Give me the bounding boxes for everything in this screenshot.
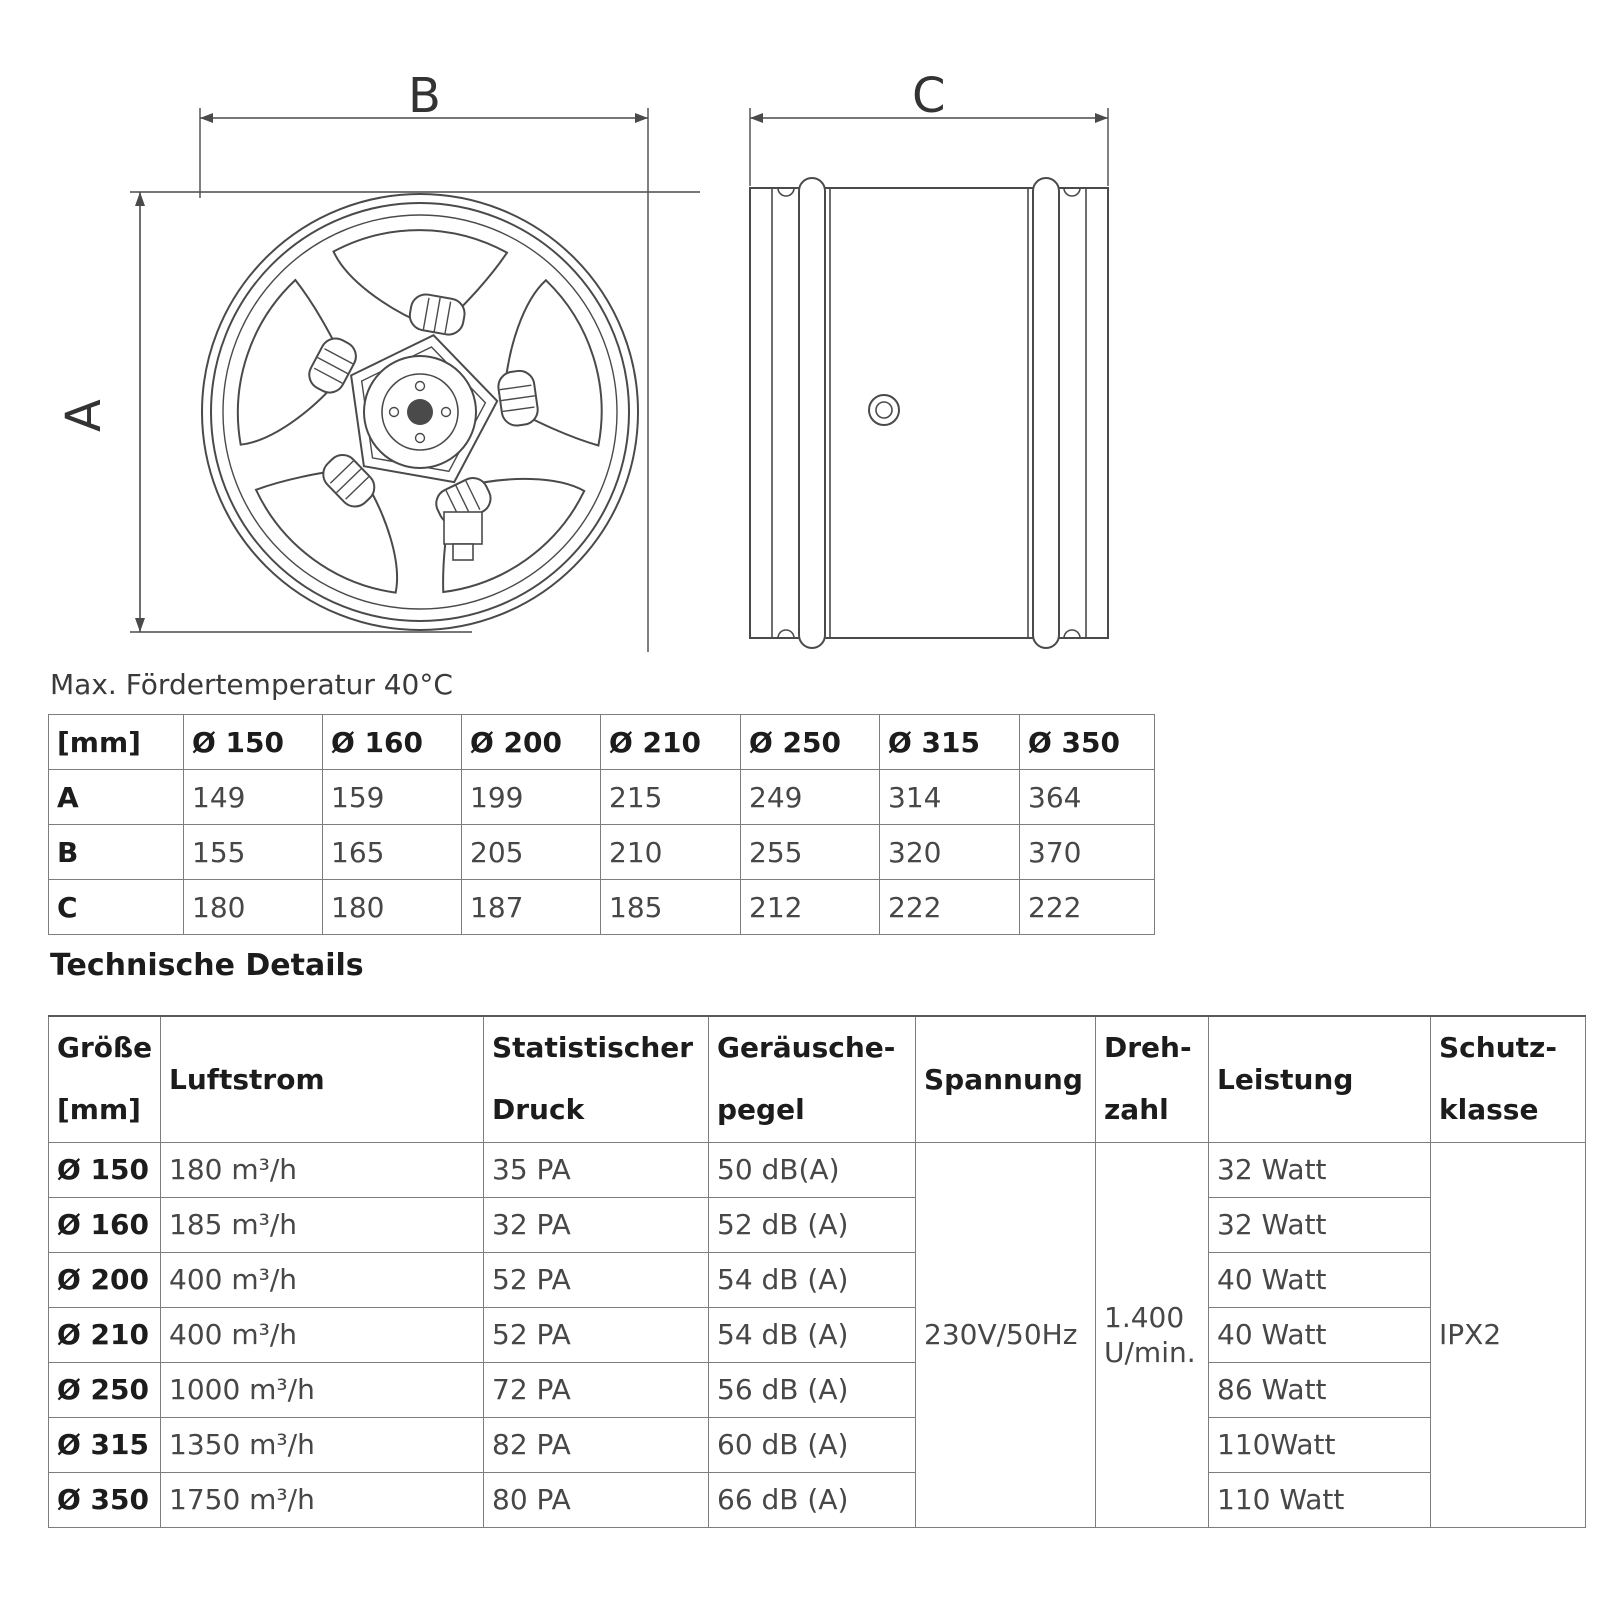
col-header-d160: Ø 160 (323, 715, 462, 770)
left-bead-ring (799, 178, 825, 648)
details-row-350 (49, 1472, 1586, 1527)
luftstrom-cell: 180 m³/h (161, 1142, 484, 1197)
leistung-cell: 32 Watt (1209, 1197, 1431, 1252)
size-cell: Ø 150 (49, 1142, 161, 1197)
col-header-groesse: Größe [mm] (49, 1016, 161, 1142)
max-temperature-note: Max. Fördertemperatur 40°C (50, 668, 453, 701)
size-cell: Ø 200 (49, 1252, 161, 1307)
col-header-d350: Ø 350 (1020, 715, 1155, 770)
luftstrom-cell: 185 m³/h (161, 1197, 484, 1252)
luftstrom-cell: 400 m³/h (161, 1307, 484, 1362)
fan-side-view (750, 178, 1108, 648)
technical-details-heading: Technische Details (50, 948, 364, 983)
cell: 159 (323, 770, 462, 825)
details-header-row (49, 1016, 1586, 1142)
leistung-cell: 40 Watt (1209, 1252, 1431, 1307)
druck-cell: 32 PA (484, 1197, 709, 1252)
col-header-drehzahl: Dreh- zahl (1096, 1016, 1209, 1142)
leistung-cell: 40 Watt (1209, 1307, 1431, 1362)
motor-hub-center (364, 356, 476, 468)
cell: 199 (462, 770, 601, 825)
details-row-160 (49, 1197, 1586, 1252)
schutzklasse-merged-cell: IPX2 (1431, 1142, 1586, 1527)
druck-cell: 52 PA (484, 1252, 709, 1307)
dim-label-c: C (912, 68, 946, 124)
size-cell: Ø 210 (49, 1307, 161, 1362)
cell: 212 (741, 880, 880, 935)
druck-cell: 52 PA (484, 1307, 709, 1362)
cell: 222 (1020, 880, 1155, 935)
details-row-200 (49, 1252, 1586, 1307)
col-header-pegel: Geräusche- pegel (709, 1016, 916, 1142)
cell: 222 (880, 880, 1020, 935)
table-row-b (49, 825, 1155, 880)
druck-cell: 35 PA (484, 1142, 709, 1197)
col-header-spannung: Spannung (916, 1016, 1096, 1142)
luftstrom-cell: 400 m³/h (161, 1252, 484, 1307)
size-cell: Ø 315 (49, 1417, 161, 1472)
cell: 180 (323, 880, 462, 935)
row-label: B (49, 825, 184, 880)
col-header-d150: Ø 150 (184, 715, 323, 770)
pegel-cell: 60 dB (A) (709, 1417, 916, 1472)
details-row-250 (49, 1362, 1586, 1417)
pegel-cell: 56 dB (A) (709, 1362, 916, 1417)
cell: 155 (184, 825, 323, 880)
pegel-cell: 54 dB (A) (709, 1252, 916, 1307)
details-row-210 (49, 1307, 1586, 1362)
cell: 180 (184, 880, 323, 935)
fan-front-view (202, 194, 638, 630)
details-row-150 (49, 1142, 1586, 1197)
druck-cell: 80 PA (484, 1472, 709, 1527)
luftstrom-cell: 1750 m³/h (161, 1472, 484, 1527)
leistung-cell: 32 Watt (1209, 1142, 1431, 1197)
col-header-d250: Ø 250 (741, 715, 880, 770)
details-row-315 (49, 1417, 1586, 1472)
cell: 215 (601, 770, 741, 825)
col-header-leistung: Leistung (1209, 1016, 1431, 1142)
luftstrom-cell: 1000 m³/h (161, 1362, 484, 1417)
size-cell: Ø 250 (49, 1362, 161, 1417)
leistung-cell: 110 Watt (1209, 1472, 1431, 1527)
dim-label-b: B (408, 68, 441, 124)
col-header-luftstrom: Luftstrom (161, 1016, 484, 1142)
cell: 185 (601, 880, 741, 935)
cell: 255 (741, 825, 880, 880)
pegel-cell: 66 dB (A) (709, 1472, 916, 1527)
cell: 210 (601, 825, 741, 880)
leistung-cell: 86 Watt (1209, 1362, 1431, 1417)
dimensions-table (48, 714, 1155, 935)
row-label: C (49, 880, 184, 935)
cell: 149 (184, 770, 323, 825)
cell: 187 (462, 880, 601, 935)
pegel-cell: 50 dB(A) (709, 1142, 916, 1197)
col-header-mm: [mm] (49, 715, 184, 770)
leistung-cell: 110Watt (1209, 1417, 1431, 1472)
technical-details-table (48, 1015, 1586, 1528)
table-row-c (49, 880, 1155, 935)
col-header-schutz: Schutz- klasse (1431, 1016, 1586, 1142)
pegel-cell: 52 dB (A) (709, 1197, 916, 1252)
size-cell: Ø 350 (49, 1472, 161, 1527)
druck-cell: 72 PA (484, 1362, 709, 1417)
spannung-merged-cell: 230V/50Hz (916, 1142, 1096, 1527)
col-header-d315: Ø 315 (880, 715, 1020, 770)
cell: 370 (1020, 825, 1155, 880)
pegel-cell: 54 dB (A) (709, 1307, 916, 1362)
col-header-druck: Statistischer Druck (484, 1016, 709, 1142)
cell: 320 (880, 825, 1020, 880)
right-bead-ring (1033, 178, 1059, 648)
row-label: A (49, 770, 184, 825)
druck-cell: 82 PA (484, 1417, 709, 1472)
cell: 249 (741, 770, 880, 825)
luftstrom-cell: 1350 m³/h (161, 1417, 484, 1472)
cell: 314 (880, 770, 1020, 825)
dim-label-a: A (56, 399, 112, 432)
table-row-a (49, 770, 1155, 825)
fan-technical-drawing (0, 0, 1600, 690)
cell: 165 (323, 825, 462, 880)
col-header-d200: Ø 200 (462, 715, 601, 770)
cell: 205 (462, 825, 601, 880)
dimensions-header-row (49, 715, 1155, 770)
size-cell: Ø 160 (49, 1197, 161, 1252)
col-header-d210: Ø 210 (601, 715, 741, 770)
cell: 364 (1020, 770, 1155, 825)
drehzahl-merged-cell: 1.400 U/min. (1096, 1142, 1209, 1527)
